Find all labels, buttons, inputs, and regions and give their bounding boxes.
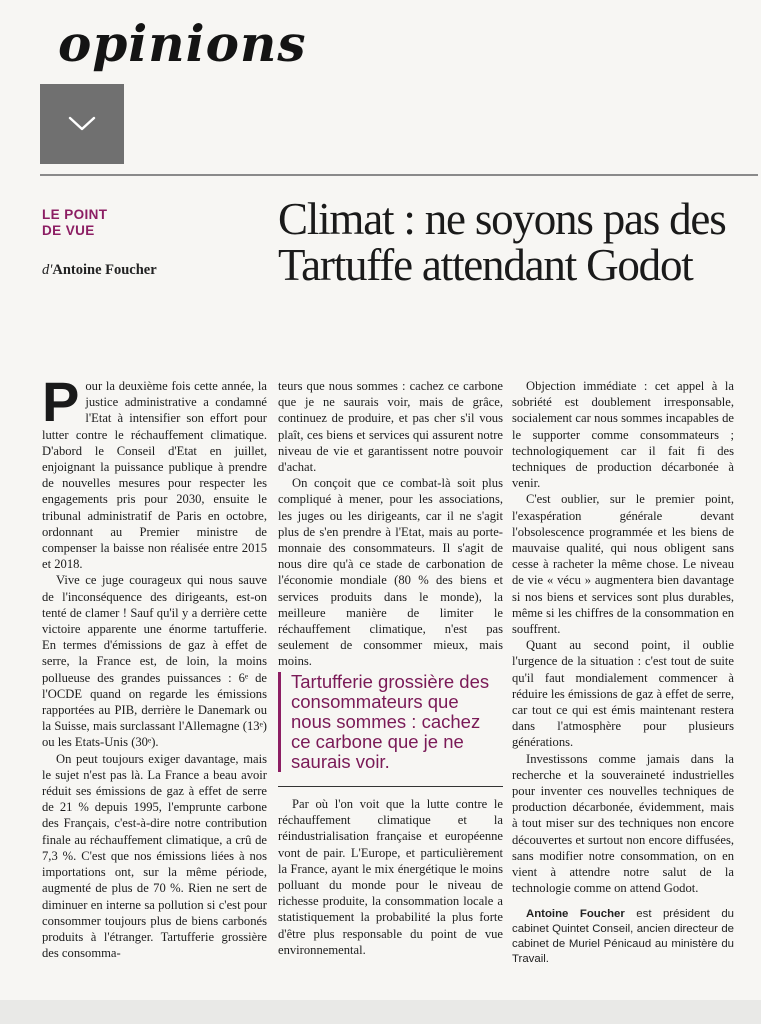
paragraph: Vive ce juge courageux qui nous sauve de l'inconséquence des dirigeants, est-on tenté de clamer ! Sauf qu'il y a derrière cette victoire apparente une énorme tartufferie. En termes d'émissions de gaz à effet de serre, la France est, de loin, la moins pollueuse des grandes puissances : 6ᵉ de l'OCDE quand on regarde les émissions rapportées au PIB, derrière le Danemark ou la Suisse, mais surclassant l'Allemagne (13ᵉ) ou les Etats-Unis (30ᵉ). (42, 573, 267, 750)
paragraph: On conçoit que ce combat-là soit plus compliqué à mener, pour les associations, les juges ou les dirigeants, car il ne s'agit plus de s'en prendre à l'Etat, mais au porte-monnaie des consommateurs. Il s'agit de nous dire qu'à ce stade de carbonation de l'économie mondiale (80 % des biens et services produits dans le monde), la meilleure manière de limiter le réchauffement climatique, n'est pas seulement de consommer mieux, mais moins. (278, 476, 503, 669)
article-column-2-continued (278, 796, 503, 958)
paragraph: Investissons comme jamais dans la recherche et la souveraineté industrielles pour inventer ces nouvelles techniques de production décarbonée, évidemment, mais à tout miser sur des techniques non encore découvertes et surtout non encore diffusées, sans modifier notre consommation, on en vient à attendre notre salut de la technologie comme on attend Godot. (512, 751, 734, 896)
article-headline: Climat : ne soyons pas des Tartuffe attendant Godot (278, 194, 726, 290)
paragraph: C'est oublier, sur le premier point, l'exaspération générale devant l'obsolescence programmée et les biens de mauvaise qualité, qui nous obligent sans cesse à racheter la même chose. Le niveau de vie « vécu » augmentera bien davantage si nos biens et services sont plus durables, même si les chiffres de la consommation en souffrent. (512, 492, 734, 637)
section-label: opinions (58, 14, 307, 73)
drop-cap: P (42, 370, 80, 433)
paragraph: Par où l'on voit que la lutte contre le réchauffement climatique et la réindustrialisation française et européenne vont de pair. L'Europe, et particulièrement la France, ayant le mix énergétique le moins polluant du monde pour le niveau de richesse produite, la consommation locale a statistiquement la probabilité la plus forte d'être plus responsable du point de vue environnemental. (278, 797, 503, 957)
article-column-1 (42, 370, 267, 961)
paragraph: On peut toujours exiger davantage, mais le sujet n'est pas là. La France a beau avoir réduit ses émissions de gaz à effet de serre de 21 % depuis 1995, l'emprunte carbone des Français, c'est-à-dire notre contribution finale au réchauffement climatique, a crû de 7,3 %. C'est que nos émissions liées à nos importations ont, sur la même période, augmenté de plus de 70 %. Rien ne sert de diminuer en interne sa pollution si c'est pour consommer toujours plus de biens carbonés produits à l'étranger. Tartufferie grossière des consomma- (42, 751, 267, 961)
bio-author-name: Antoine Foucher (526, 907, 625, 920)
kicker-line-2: DE VUE (42, 223, 95, 238)
author-bio (512, 907, 734, 967)
paragraph (42, 370, 267, 572)
byline-author: Antoine Foucher (52, 262, 157, 278)
chevron-down-icon (67, 115, 97, 133)
byline (42, 262, 157, 279)
kicker-line-1: LE POINT (42, 207, 108, 222)
pull-quote-divider (278, 786, 503, 787)
header-divider (40, 174, 758, 176)
byline-prefix: d' (42, 262, 53, 278)
bio-text: est président du cabinet Quintet Conseil, ancien directeur de cabinet de Muriel Pénicaud au ministère du Travail. (512, 907, 734, 965)
paragraph: Objection immédiate : cet appel à la sobriété est doublement irresponsable, socialement car nous sommes incapables de le supporter comme consommateurs ; technologiquement car il fait fi des techniques de production décarbonée à venir. (512, 379, 734, 491)
article-column-2 (278, 378, 503, 670)
paragraph: teurs que nous sommes : cachez ce carbone que je ne saurais voir, mais de grâce, continuez de produire, et pas cher s'il vous plaît, ces biens et services qui assurent notre niveau de vie et garantissent notre pouvoir d'achat. (278, 379, 503, 475)
paragraph-text: our la deuxième fois cette année, la justice administrative a condamné l'Etat à intensifier son effort pour lutter contre le réchauffement climatique. D'abord le Conseil d'Etat en juillet, enjoignant la puissance publique à prendre de nouvelles mesures pour respecter les engagements pris pour 2030, ensuite le tribunal administratif de Paris en octobre, ordonnant au Premier ministre de compenser la baisse non réalisée entre 2015 et 2018. (42, 379, 267, 572)
article-column-3 (512, 378, 734, 967)
paragraph: Quant au second point, il oublie l'urgence de la situation : c'est tout de suite qu'il faut mondialement commencer à réduire les émissions de gaz à effet de serre, car tout ce qui est émis maintenant restera dans l'atmosphère pour plusieurs générations. (512, 638, 734, 750)
kicker (42, 207, 107, 239)
expand-toggle-button[interactable] (40, 84, 124, 164)
pull-quote: Tartufferie grossière des consommateurs que nous sommes : cachez ce carbone que je ne saurais voir. (278, 672, 503, 772)
